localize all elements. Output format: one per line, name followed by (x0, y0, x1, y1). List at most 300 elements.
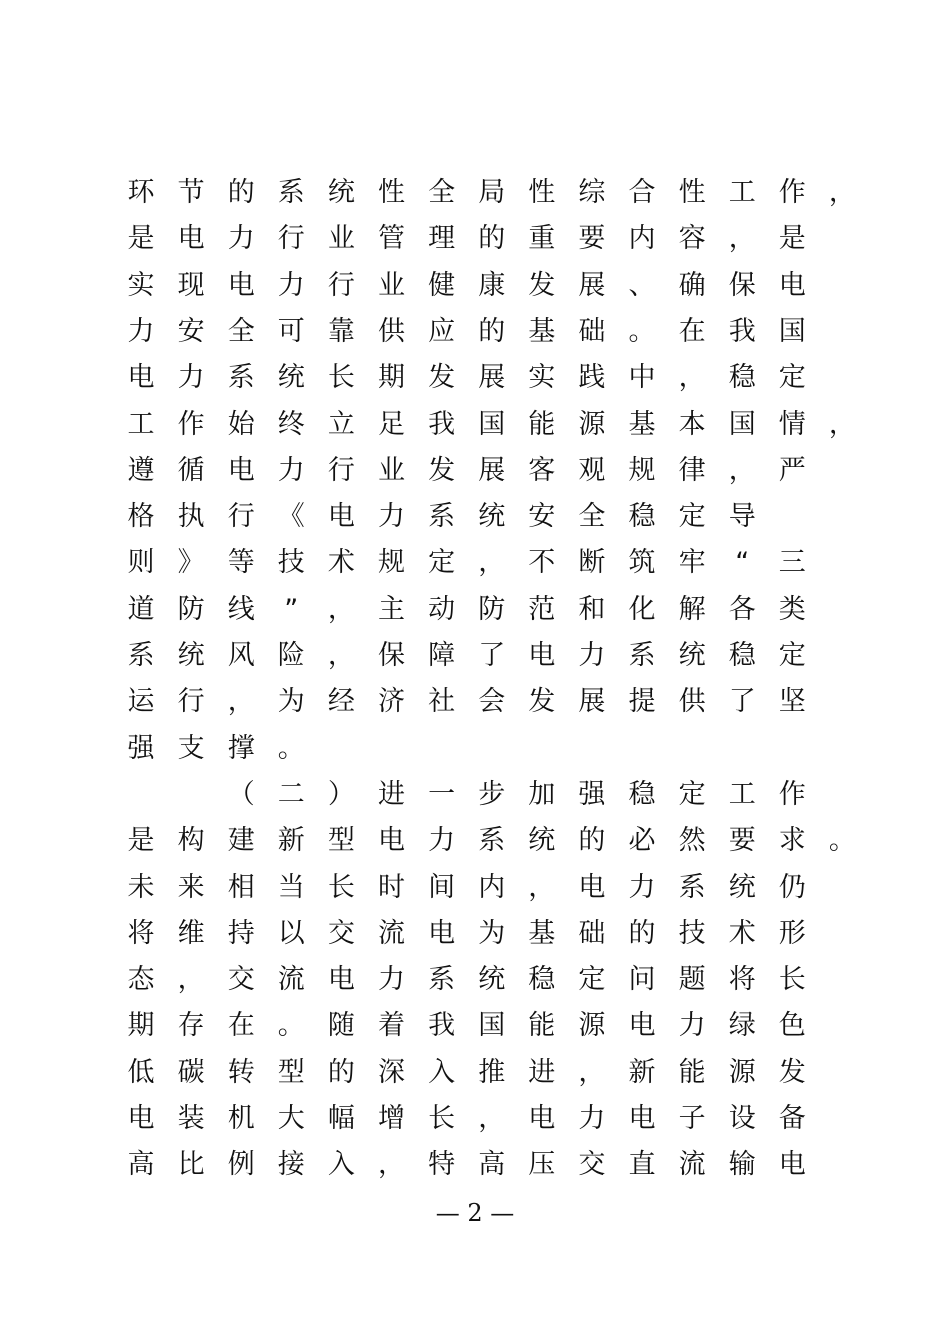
text-char: 性 (378, 177, 405, 208)
text-char: 电 (127, 1103, 155, 1134)
text-char: 、 (628, 269, 656, 301)
text-char: 将 (127, 917, 155, 949)
text-char: ， (678, 362, 706, 394)
text-char: 基 (528, 917, 556, 949)
text-char: 绿 (728, 1010, 756, 1042)
text-line (0, 778, 950, 824)
text-char: 电 (578, 871, 606, 903)
text-char: 我 (728, 315, 756, 347)
text-char: 存 (177, 1010, 205, 1042)
text-char: 合 (628, 177, 656, 208)
text-char: 电 (628, 1103, 656, 1134)
text-char: 确 (678, 269, 706, 301)
text-char: 能 (528, 1010, 556, 1042)
text-line (0, 546, 950, 592)
text-char: 我 (428, 408, 456, 440)
text-char: 强 (127, 732, 155, 764)
text-char: “ (735, 547, 750, 579)
text-char: 高 (478, 1149, 506, 1181)
text-line (0, 639, 950, 685)
text-char: （ (227, 778, 255, 810)
text-char: 电 (127, 362, 155, 394)
text-char: 电 (227, 269, 255, 301)
text-line (0, 824, 950, 870)
text-char: 足 (378, 408, 405, 440)
text-char: 行 (277, 223, 305, 255)
text-char: 高 (127, 1149, 155, 1181)
text-char: ， (177, 964, 205, 996)
text-char: 靠 (327, 315, 355, 347)
text-char: 国 (478, 1010, 506, 1042)
text-char: 的 (327, 1056, 355, 1088)
text-char: 系 (277, 177, 305, 208)
text-char: 力 (628, 871, 656, 903)
text-char: 交 (578, 1149, 606, 1181)
text-char: 解 (678, 593, 706, 625)
text-char: 提 (628, 686, 656, 718)
text-char: 强 (578, 778, 606, 810)
text-char: 国 (778, 315, 806, 347)
text-char: 重 (528, 223, 556, 255)
text-char: 业 (378, 269, 405, 301)
text-char: 定 (778, 640, 806, 671)
text-char: 力 (378, 501, 405, 533)
text-char: 全 (227, 315, 255, 347)
text-char: ， (478, 547, 506, 579)
text-char: 筑 (628, 547, 656, 579)
text-char: 新 (277, 825, 305, 857)
text-char: 终 (277, 408, 305, 440)
text-char: 局 (478, 177, 506, 208)
text-char: 节 (177, 177, 205, 208)
text-char: 立 (327, 408, 355, 440)
text-char: 牢 (678, 547, 706, 579)
text-char: 流 (277, 964, 305, 996)
text-char: 。 (828, 825, 856, 857)
text-char: 等 (227, 547, 255, 579)
text-char: 力 (277, 269, 305, 301)
text-char: 导 (728, 501, 756, 533)
text-char: 不 (528, 547, 556, 579)
text-char: 化 (628, 593, 656, 625)
text-char: 各 (728, 593, 756, 625)
text-char: 题 (678, 964, 706, 996)
text-char: 源 (578, 1010, 606, 1042)
text-char: 统 (528, 825, 556, 857)
text-char: 定 (778, 362, 806, 394)
text-char: ， (728, 454, 756, 486)
text-char: 定 (678, 501, 706, 533)
text-char: 术 (728, 917, 756, 949)
text-char: 坚 (778, 686, 806, 718)
text-char: 障 (428, 640, 456, 671)
text-char: 业 (327, 223, 355, 255)
text-line (0, 361, 950, 407)
text-char: 会 (478, 686, 506, 718)
text-char: 理 (428, 223, 456, 255)
text-char: 行 (227, 501, 255, 533)
text-char: 供 (378, 315, 405, 347)
text-char: 系 (628, 640, 656, 671)
text-char: 是 (778, 223, 806, 255)
text-char: 入 (428, 1056, 456, 1088)
text-char: 定 (428, 547, 456, 579)
text-line (0, 917, 950, 963)
text-char: 《 (277, 501, 305, 533)
text-char: 了 (478, 640, 506, 671)
text-char: 电 (778, 269, 806, 301)
text-char: 发 (528, 269, 556, 301)
text-char: 推 (478, 1056, 506, 1088)
text-char: 行 (327, 454, 355, 486)
text-char: 求 (778, 825, 806, 857)
text-char: 的 (227, 177, 255, 208)
text-char: ， (828, 177, 856, 208)
text-char: 力 (678, 1010, 706, 1042)
text-char: 大 (277, 1103, 305, 1134)
text-char: 格 (127, 501, 155, 533)
text-char: 本 (678, 408, 706, 440)
text-char: 供 (678, 686, 706, 718)
text-char: 力 (428, 825, 456, 857)
text-char: 未 (127, 871, 155, 903)
text-char: 将 (728, 964, 756, 996)
text-char: 步 (478, 778, 506, 810)
text-char: 循 (177, 454, 205, 486)
text-char: 作 (778, 778, 806, 810)
text-char: 型 (277, 1056, 305, 1088)
text-char: 电 (327, 501, 355, 533)
text-line (0, 454, 950, 500)
text-char: 展 (478, 454, 506, 486)
text-char: 的 (578, 825, 606, 857)
text-char: 动 (428, 593, 456, 625)
text-char: 态 (127, 964, 155, 996)
text-char: 装 (177, 1103, 205, 1134)
text-char: 险 (277, 640, 305, 671)
text-char: 压 (528, 1149, 556, 1181)
text-char: 稳 (628, 778, 656, 810)
text-char: 展 (478, 362, 506, 394)
text-char: 社 (428, 686, 456, 718)
text-char: 始 (227, 408, 255, 440)
text-char: 行 (177, 686, 205, 718)
text-char: 国 (478, 408, 506, 440)
text-char: 线 (227, 593, 255, 625)
text-char: ” (284, 593, 299, 625)
text-char: 技 (277, 547, 305, 579)
text-char: 。 (628, 315, 656, 347)
text-char: 必 (628, 825, 656, 857)
text-char: ， (378, 1149, 405, 1181)
text-char: 在 (678, 315, 706, 347)
text-char: 主 (378, 593, 405, 625)
text-char: 统 (678, 640, 706, 671)
text-char: 观 (578, 454, 606, 486)
text-char: 经 (327, 686, 355, 718)
text-char: 源 (578, 408, 606, 440)
text-char: 型 (327, 825, 355, 857)
text-char: 是 (127, 825, 155, 857)
text-char: 力 (177, 362, 205, 394)
text-char: 中 (628, 362, 656, 394)
text-char: 国 (728, 408, 756, 440)
text-char: ） (327, 778, 355, 810)
text-char: 和 (578, 593, 606, 625)
text-char: 遵 (127, 454, 155, 486)
text-char: 幅 (327, 1103, 355, 1134)
text-char: 力 (578, 640, 606, 671)
text-line (0, 500, 950, 546)
text-char: 要 (578, 223, 606, 255)
text-char: 建 (227, 825, 255, 857)
text-char: 》 (177, 547, 205, 579)
text-char: 问 (628, 964, 656, 996)
text-char: 为 (277, 686, 305, 718)
text-char: 执 (177, 501, 205, 533)
text-char: 加 (528, 778, 556, 810)
text-char: 时 (378, 871, 405, 903)
text-char: ， (728, 223, 756, 255)
text-char: 作 (778, 177, 806, 208)
text-char: 统 (728, 871, 756, 903)
text-char: 电 (778, 1149, 806, 1181)
text-line (0, 408, 950, 454)
text-char: 长 (428, 1103, 456, 1134)
text-char: 了 (728, 686, 756, 718)
text-char: 防 (478, 593, 506, 625)
text-char: 济 (378, 686, 405, 718)
text-char: 电 (177, 223, 205, 255)
text-char: 转 (227, 1056, 255, 1088)
text-char: ， (478, 1103, 506, 1134)
text-char: 新 (628, 1056, 656, 1088)
text-char: 则 (127, 547, 155, 579)
text-char: 统 (478, 964, 506, 996)
text-char: 接 (277, 1149, 305, 1181)
text-char: 力 (277, 454, 305, 486)
text-char: 稳 (628, 501, 656, 533)
text-line (0, 1148, 950, 1194)
text-char: 全 (578, 501, 606, 533)
text-char: 定 (578, 964, 606, 996)
text-char: 我 (428, 1010, 456, 1042)
text-char: 风 (227, 640, 255, 671)
text-char: 电 (378, 825, 405, 857)
text-char: 容 (678, 223, 706, 255)
text-char: 运 (127, 686, 155, 718)
text-char: 机 (227, 1103, 255, 1134)
text-char: 严 (778, 454, 806, 486)
text-char: 康 (478, 269, 506, 301)
text-char: 基 (528, 315, 556, 347)
text-char: 道 (127, 593, 155, 625)
text-char: 统 (177, 640, 205, 671)
text-char: 律 (678, 454, 706, 486)
text-char: ， (578, 1056, 606, 1088)
text-char: 定 (678, 778, 706, 810)
text-char: 支 (177, 732, 205, 764)
text-char: 。 (277, 1010, 305, 1042)
text-char: 力 (227, 223, 255, 255)
text-char: 维 (177, 917, 205, 949)
text-char: 础 (578, 315, 606, 347)
text-char: 客 (528, 454, 556, 486)
text-char: 增 (378, 1103, 405, 1134)
text-char: 低 (127, 1056, 155, 1088)
text-char: 实 (127, 269, 155, 301)
text-char: 间 (428, 871, 456, 903)
text-char: 系 (227, 362, 255, 394)
text-char: 技 (678, 917, 706, 949)
text-char: 基 (628, 408, 656, 440)
text-char: 电 (227, 454, 255, 486)
text-char: ， (327, 593, 355, 625)
text-char: 是 (127, 223, 155, 255)
text-char: 发 (428, 362, 456, 394)
text-char: 稳 (728, 640, 756, 671)
text-char: 综 (578, 177, 606, 208)
text-char: 现 (177, 269, 205, 301)
text-char: 在 (227, 1010, 255, 1042)
text-char: 系 (428, 501, 456, 533)
text-char: 一 (428, 778, 456, 810)
text-char: 发 (428, 454, 456, 486)
text-char: 二 (277, 778, 305, 810)
text-char: 来 (177, 871, 205, 903)
text-char: 内 (628, 223, 656, 255)
text-char: 展 (578, 269, 606, 301)
text-char: 工 (728, 177, 756, 208)
text-char: 规 (378, 547, 405, 579)
text-char: 进 (528, 1056, 556, 1088)
text-char: 统 (277, 362, 305, 394)
text-char: 力 (578, 1103, 606, 1134)
text-char: 以 (277, 917, 305, 949)
text-char: 可 (277, 315, 305, 347)
text-char: 管 (378, 223, 405, 255)
text-char: ， (528, 871, 556, 903)
text-char: 术 (327, 547, 355, 579)
text-char: 发 (528, 686, 556, 718)
text-char: 然 (678, 825, 706, 857)
text-char: 交 (227, 964, 255, 996)
text-char: 期 (378, 362, 405, 394)
text-char: 力 (378, 964, 405, 996)
text-char: 为 (478, 917, 506, 949)
text-char: 统 (327, 177, 355, 208)
text-char: 特 (428, 1149, 456, 1181)
text-char: 的 (478, 223, 506, 255)
text-char: 业 (378, 454, 405, 486)
text-line (0, 222, 950, 268)
text-line (0, 269, 950, 315)
text-char: 输 (728, 1149, 756, 1181)
text-line (0, 963, 950, 1009)
text-char: 深 (378, 1056, 405, 1088)
text-char: 安 (528, 501, 556, 533)
text-char: 例 (227, 1149, 255, 1181)
text-char: 持 (227, 917, 255, 949)
text-line (0, 176, 950, 222)
text-char: 稳 (728, 362, 756, 394)
text-char: 环 (127, 177, 155, 208)
text-char: 展 (578, 686, 606, 718)
text-char: 系 (428, 964, 456, 996)
text-char: 长 (327, 871, 355, 903)
text-char: 期 (127, 1010, 155, 1042)
text-char: 系 (478, 825, 506, 857)
text-line (0, 1102, 950, 1148)
text-char: 着 (378, 1010, 405, 1042)
text-char: 随 (327, 1010, 355, 1042)
text-char: 相 (227, 871, 255, 903)
text-char: 要 (728, 825, 756, 857)
text-char: 电 (428, 917, 456, 949)
text-char: 发 (778, 1056, 806, 1088)
text-char: 当 (277, 871, 305, 903)
text-char: 保 (728, 269, 756, 301)
page-number: — 2 — (435, 1199, 515, 1227)
text-line (0, 1056, 950, 1102)
text-char: 流 (378, 917, 405, 949)
text-char: 子 (678, 1103, 706, 1134)
text-char: 系 (127, 640, 155, 671)
text-char: 断 (578, 547, 606, 579)
text-char: 系 (678, 871, 706, 903)
text-char: 础 (578, 917, 606, 949)
text-char: 色 (778, 1010, 806, 1042)
text-char: 入 (327, 1149, 355, 1181)
text-char: 构 (177, 825, 205, 857)
text-char: 源 (728, 1056, 756, 1088)
text-char: 电 (327, 964, 355, 996)
text-line (0, 1009, 950, 1055)
text-char: 行 (327, 269, 355, 301)
text-char: 性 (528, 177, 556, 208)
text-char: 类 (778, 593, 806, 625)
text-char: 统 (478, 501, 506, 533)
text-char: 交 (327, 917, 355, 949)
text-char: 长 (327, 362, 355, 394)
text-char: 电 (528, 1103, 556, 1134)
text-char: 电 (528, 640, 556, 671)
text-char: 保 (378, 640, 405, 671)
text-char: 流 (678, 1149, 706, 1181)
text-char: 工 (728, 778, 756, 810)
text-char: 工 (127, 408, 155, 440)
text-char: ， (327, 640, 355, 671)
text-char: 稳 (528, 964, 556, 996)
text-char: 的 (478, 315, 506, 347)
text-char: 规 (628, 454, 656, 486)
text-char: 的 (628, 917, 656, 949)
text-line (0, 315, 950, 361)
text-char: ， (227, 686, 255, 718)
text-char: 碳 (177, 1056, 205, 1088)
text-char: 三 (778, 547, 806, 579)
text-char: 全 (428, 177, 456, 208)
text-line (0, 871, 950, 917)
text-line (0, 732, 950, 778)
text-char: 应 (428, 315, 456, 347)
text-char: 性 (678, 177, 706, 208)
text-char: 力 (127, 315, 155, 347)
text-char: 电 (628, 1010, 656, 1042)
text-char: 设 (728, 1103, 756, 1134)
text-char: 情 (778, 408, 806, 440)
text-char: 备 (778, 1103, 806, 1134)
